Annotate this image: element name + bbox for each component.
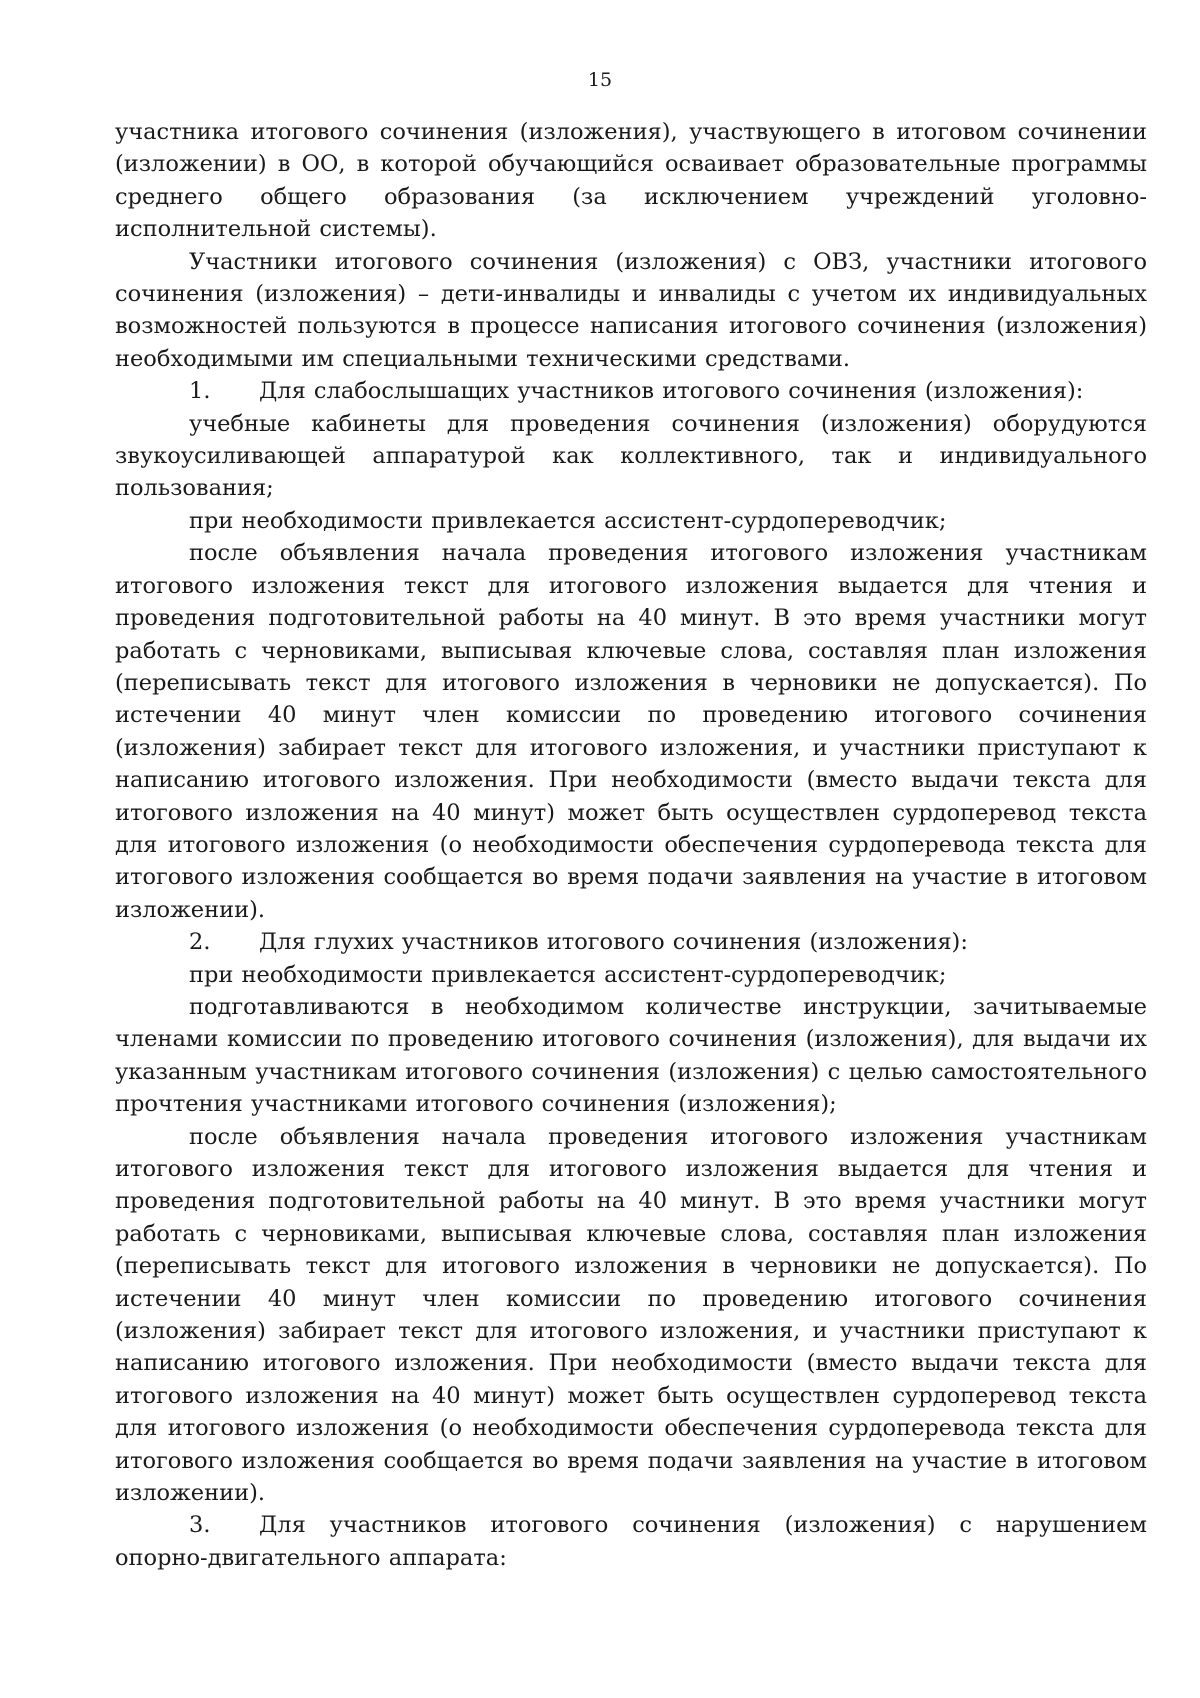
- list-item-hard-of-hearing: [115, 375, 1147, 407]
- list-item-text: Для слабослышащих участников итогового сочинения (изложения):: [259, 378, 1084, 405]
- list-item-text: Для участников итогового сочинения (изложения) с нарушением опорно-двигательного аппарата:: [115, 1512, 1147, 1571]
- list-item-text: Для глухих участников итогового сочинения (изложения):: [259, 929, 968, 956]
- paragraph-instructions: подготавливаются в необходимом количестве инструкции, зачитываемые членами комиссии по проведению итогового сочинения (изложения), для выдачи их указанным участникам итогового сочинения (изложения) с целью самостоятельного прочтения участниками итогового сочинения (изложения);: [115, 993, 1147, 1118]
- paragraph-special-means: Участники итогового сочинения (изложения) с ОВЗ, участники итогового сочинения (изложения) – дети-инвалиды и инвалиды с учетом их индивидуальных возможностей пользуются в процессе написания итогового сочинения (изложения) необходимыми им специальными техническими средствами.: [115, 248, 1147, 372]
- list-number: 2.: [189, 929, 211, 956]
- list-number: 3.: [189, 1512, 211, 1539]
- paragraph-exposition-procedure-2: после объявления начала проведения итогового изложения участникам итогового изложения текст для итогового изложения выдается для чтения и проведения подготовительной работы на 40 минут. В это время участники могут работать с черновиками, выписывая ключевые слова, составляя план изложения (переписывать текст для итогового изложения в черновики не допускается). По истечении 40 минут член комиссии по проведению итогового сочинения (изложения) забирает текст для итогового изложения, и участники приступают к написанию итогового изложения. При необходимости (вместо выдачи текста для итогового изложения на 40 минут) может быть осуществлен сурдоперевод текста для итогового изложения (о необходимости обеспечения сурдоперевода текста для итогового изложения сообщается во время подачи заявления на участие в итоговом изложении).: [115, 1123, 1147, 1507]
- paragraph-continuation: участника итогового сочинения (изложения), участвующего в итоговом сочинении (изложении) в ОО, в которой обучающийся осваивает образовательные программы среднего общего образования (за исключением учреждений уголовно-исполнительной системы).: [115, 119, 1147, 243]
- page-number: 15: [587, 69, 613, 91]
- paragraph-sign-interpreter-1: при необходимости привлекается ассистент-сурдопереводчик;: [189, 507, 947, 534]
- list-item-musculoskeletal: [115, 1509, 1147, 1574]
- list-number: 1.: [189, 378, 211, 405]
- list-item-deaf: [115, 926, 1147, 958]
- paragraph-exposition-procedure-1: после объявления начала проведения итогового изложения участникам итогового изложения текст для итогового изложения выдается для чтения и проведения подготовительной работы на 40 минут. В это время участники могут работать с черновиками, выписывая ключевые слова, составляя план изложения (переписывать текст для итогового изложения в черновики не допускается). По истечении 40 минут член комиссии по проведению итогового сочинения (изложения) забирает текст для итогового изложения, и участники приступают к написанию итогового изложения. При необходимости (вместо выдачи текста для итогового изложения на 40 минут) может быть осуществлен сурдоперевод текста для итогового изложения (о необходимости обеспечения сурдоперевода текста для итогового изложения сообщается во время подачи заявления на участие в итоговом изложении).: [115, 540, 1147, 923]
- paragraph-classrooms-equipment: учебные кабинеты для проведения сочинения (изложения) оборудуются звукоусиливающей аппаратурой как коллективного, так и индивидуального пользования;: [115, 410, 1147, 502]
- paragraph-sign-interpreter-2: при необходимости привлекается ассистент-сурдопереводчик;: [189, 961, 947, 988]
- document-body: [115, 116, 1147, 1574]
